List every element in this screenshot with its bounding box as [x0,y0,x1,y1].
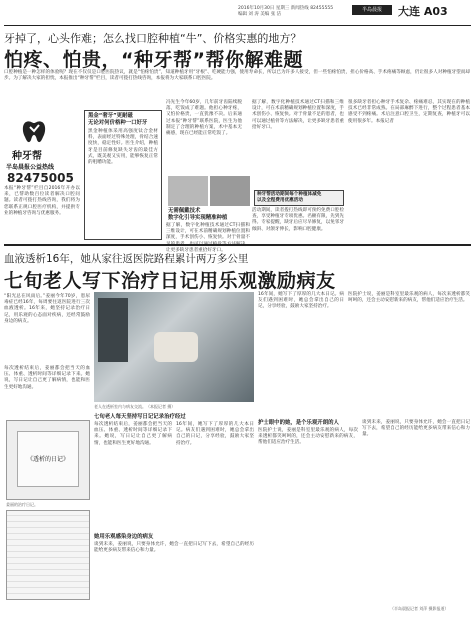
story1-headline: 怕疼、怕贵，“种牙帮”帮你解难题 [4,49,303,71]
subhead-b: 数字化引导实现精准种植 [168,215,228,221]
photo-subject [154,332,198,362]
tooth-icon [20,118,48,146]
story1-col2-tail: 据了解，数字化种植技术通过CT扫描和三维设计，可在术前精确规划种植位置和深度，手术创伤小、恢复快。对于骨量不 让更多缺牙患者重拾好牙口。 [166,223,250,253]
story2-body-2: 16年间，她写下了厚厚的几大本日记。病友们遇到困难时，她总会拿出自己的日记，分享经验，鼓励大家坚持治疗。 [176,422,254,446]
implant-photo-2 [210,176,250,206]
story2-body-4: 医院护士说，姜丽是科室里最乐观的病人，每次来透析都笑呵呵的，还会主动安慰新来的病友，帮他们适应治疗生活。 [258,428,358,446]
highlight-text: 种牙帮活动期间每个种植体减免 以及全程费用优惠活动 [257,192,322,203]
story1-col3: 据了解，数字化种植技术通过CT扫描和三维设计，可在术前精确规划种植位置和深度，手术创伤小、恢复快。对于骨量不足的患者，也可以通过植骨等方法解决，让更多缺牙患者重拾好牙口。 [252,100,344,130]
hotline-number: 82475005 [7,171,74,185]
story1-col5: 很多缺牙者担心种牙手术复杂、疼痛难忍，其实现在的种植技术已经非常成熟。在局部麻醉下进行，整个过程患者基本感受不到疼痛。术后注意口腔卫生，定期复查，种植牙可以使用很多年。本报记者 [348,100,470,124]
story2-body-3: 谈到未来，姜丽说，只要身体允许，她会一直把日记写下去，希望自己的经历能给更多病友带来信心和力量。 [94,542,254,554]
feature-box [84,110,162,240]
implant-photo-1 [168,176,208,206]
diary-page-photo [6,510,90,600]
story2-body-1: 每次透析结束后，姜丽都会把当天的血压、体重、透析时间等详细记录下来。她说，写日记让自己更了解病情，也能和医生更好地沟通。 [94,422,172,446]
header-date-line [238,6,333,18]
story2-headline: 七旬老人写下治疗日记用乐观激励病友 [4,270,336,292]
diary-photo [6,420,90,500]
header-rule [4,25,471,26]
masthead-logo: 半岛晨报 [352,5,392,15]
photo-caption: 老人在透析室内与病友交流。（本报记者 摄） [94,404,176,409]
story1-col2: 冯先生今年60岁，几年前牙齿陆续脱落，吃饭成了难题。他担心种牙疼，又怕价格贵，一直犹豫不决。后来通过本报“种牙帮”联系医院，医生为他制定了合理的种植方案，术中基本无痛感，现在已经能正常吃饭了。 [166,100,242,137]
diary-cover [17,431,79,487]
story1-kicker: 牙掉了，心头作难；怎么找口腔种植“牛”、价格实惠的地方？ [4,32,302,45]
diary-cover-title: 《透析的日记》 [26,456,69,463]
story2-subhead-3: 护士眼中的她，是个乐观开朗的人 [258,420,339,426]
editor-line: 编辑 刘 涛 美编 张 洁 [238,12,282,17]
edition-label: 大连 A03 [398,5,448,18]
highlight-box [254,190,344,206]
story2-intro: “阳光总在风雨后。”姜丽今年70岁，患尿毒症已经16年，每周要往返医院进行三次血液透析。16年来，她坚持记录治疗日记，用乐观的心态面对疾病，还经常鼓励身边的病友。 [4,294,90,324]
dialysis-photo [94,292,254,402]
subhead-a: 无需佩戴技术 [168,208,201,214]
story2-body-5: 谈到未来，姜丽说，只要身体允许，她会一直把日记写下去，希望自己的经历能给更多病友带来信心和力量。 [362,420,470,438]
hotline-label: 半岛晨报公益热线 [6,164,55,171]
story2-kicker: 血液透析16年，她从家往返医院路程累计两万多公里 [4,253,249,265]
section-divider [4,244,471,246]
story2-col-c: 医院护士说，姜丽是科室里最乐观的病人，每次来透析都笑呵呵的，还会主动安慰新来的病友，帮他们适应治疗生活。 [348,292,470,304]
story2-subhead-1: 七旬老人每天坚持写日记记录治疗经过 [94,414,186,420]
date-line: 2016年10月30日 星期三 新闻热线 82455555 [238,6,334,11]
story1-lead: 口腔种植是一种怎样的体验呢？现在不仅仅是口腔医院热议，就是“怕疼怕贵”，知道种植牙用“牙根”、吃硬能力强，使用寿命长，所以已为许多人接受，但一些怕疼怕贵，担心价格高、手术疼痛等顾虑，仍让很多人对种植牙望而却步。为了解决大家的担忧，本报推出“种牙帮”栏目，读者可拨打热线咨询，本报将为大家联系口腔医院。 [4,70,470,82]
logo-name: 种牙帮 [12,151,42,162]
feature-box-text: 黑金种植体采用高强度钛合金材料，表面经过特殊处理，骨结合速度快，稳定性好。医生介绍，种植牙是目前修复缺失牙齿的最佳方式，既美观又实用，能够恢复正常的咀嚼功能。 [88,129,158,166]
feature-box-title: 黑金“奢牙”更耐磁 无论对何价格种一口好牙 [88,113,148,126]
story2-subhead-2: 她用乐观感染身边的病友 [94,534,154,540]
story2-byline: （半岛晨报记者 刘萍 摄影报道） [390,606,449,611]
photo-machine [98,298,128,362]
story2-col-b: 16年间，她写下了厚厚的几大本日记。病友们遇到困难时，她总会拿出自己的日记，分享经验，鼓励大家坚持治疗。 [258,292,344,310]
story2-col-a: 每次透析结束后，姜丽都会把当天的血压、体重、透析时间等详细记录下来。她说，写日记让自己更了解病情，也能和医生更好地沟通。 [4,366,90,390]
diary-caption: 姜丽的治疗日记。 [6,502,38,507]
sidebar-text: 本报“种牙帮”栏目自2016年开办以来，已帮助数百位读者解决口腔问题。读者可拨打热线咨询，我们将为您联系正规口腔医疗机构，并提供专业的种植牙咨询与优惠服务。 [4,186,80,216]
story1-col4: 活动期间，读者拨打热线即可预约免费口腔检查，享受种植牙专项优惠。名额有限，先到先得。专家提醒，缺牙后应尽早修复，以免邻牙倾斜、对颌牙伸长，影响口腔健康。 [252,208,344,232]
